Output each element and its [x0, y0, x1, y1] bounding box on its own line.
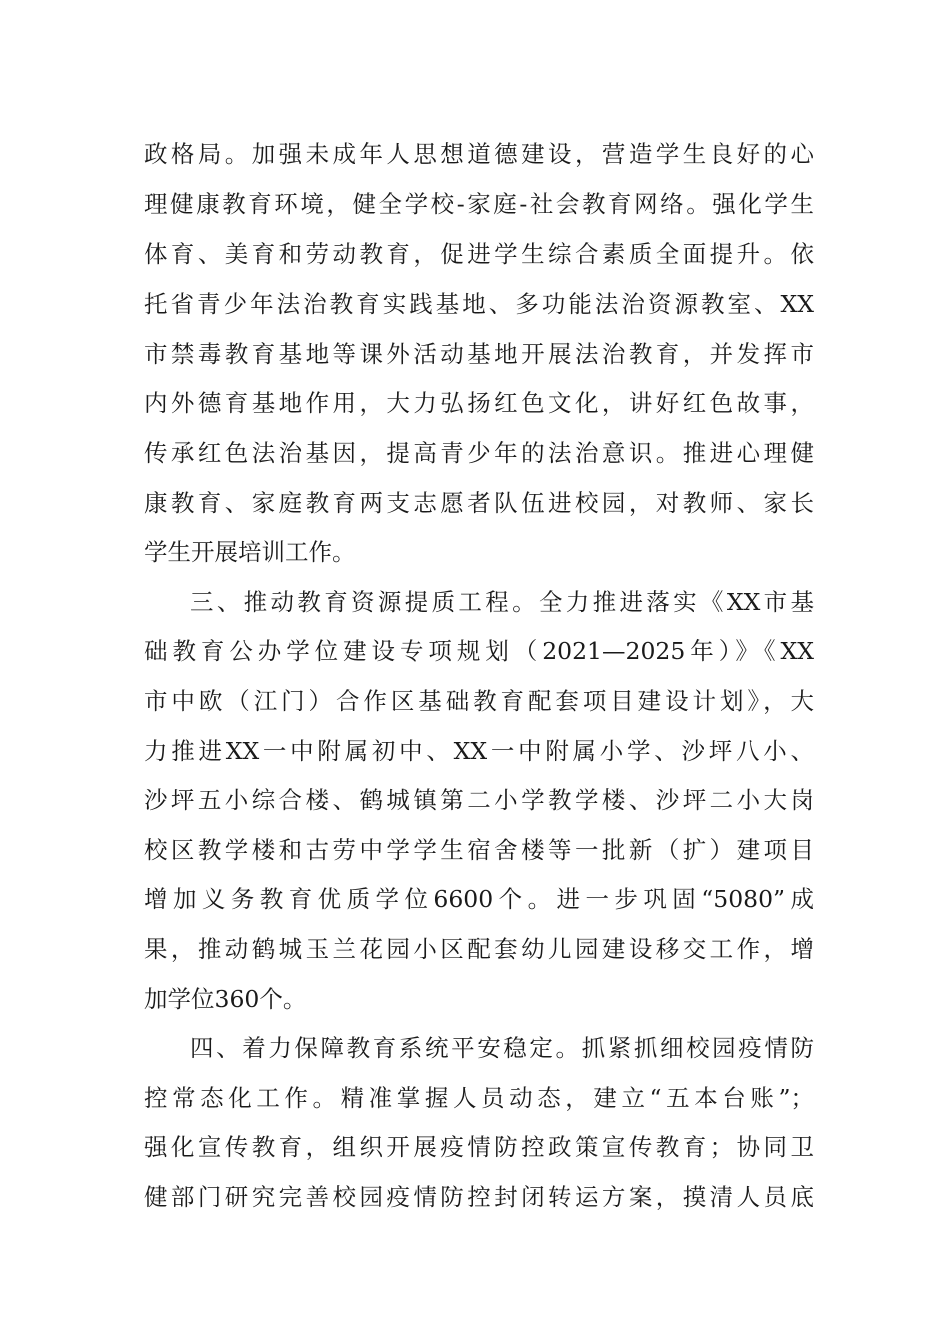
text-line-8: 康教育、家庭教育两支志愿者队伍进校园，对教师、家长: [144, 489, 814, 517]
text-line-13: 力推进XX一中附属初中、XX一中附属小学、沙坪八小、: [144, 737, 814, 765]
text-line-12: 市中欧（江门）合作区基础教育配套项目建设计划》，大: [144, 687, 814, 715]
text-line-15: 校区教学楼和古劳中学学生宿舍楼等一批新（扩）建项目: [144, 836, 814, 864]
text-line-7: 传承红色法治基因，提高青少年的法治意识。推进心理健: [144, 439, 814, 467]
text-line-1: 政格局。加强未成年人思想道德建设，营造学生良好的心: [144, 140, 814, 168]
text-line-19: 四、着力保障教育系统平安稳定。抓紧抓细校园疫情防: [190, 1034, 814, 1062]
text-line-14: 沙坪五小综合楼、鹤城镇第二小学教学楼、沙坪二小大岗: [144, 786, 814, 814]
text-line-16: 增加义务教育优质学位6600个。进一步巩固“5080”成: [144, 885, 814, 913]
text-line-10: 三、推动教育资源提质工程。全力推进落实《XX市基: [190, 588, 814, 616]
text-line-11: 础教育公办学位建设专项规划（2021—2025年）》《XX: [144, 637, 814, 665]
text-line-4: 托省青少年法治教育实践基地、多功能法治资源教室、XX: [144, 290, 814, 318]
text-line-17: 果，推动鹤城玉兰花园小区配套幼儿园建设移交工作，增: [144, 935, 814, 963]
text-line-20: 控常态化工作。精准掌握人员动态，建立“五本台账”；: [144, 1084, 814, 1112]
text-line-21: 强化宣传教育，组织开展疫情防控政策宣传教育；协同卫: [144, 1133, 814, 1161]
text-line-22: 健部门研究完善校园疫情防控封闭转运方案，摸清人员底: [144, 1183, 814, 1211]
text-line-2: 理健康教育环境，健全学校-家庭-社会教育网络。强化学生: [144, 190, 814, 218]
text-line-3: 体育、美育和劳动教育，促进学生综合素质全面提升。依: [144, 240, 814, 268]
text-line-5: 市禁毒教育基地等课外活动基地开展法治教育，并发挥市: [144, 340, 814, 368]
text-line-18: 加学位360个。: [144, 985, 307, 1013]
text-line-9: 学生开展培训工作。: [144, 538, 356, 566]
text-line-6: 内外德育基地作用，大力弘扬红色文化，讲好红色故事，: [144, 389, 814, 417]
